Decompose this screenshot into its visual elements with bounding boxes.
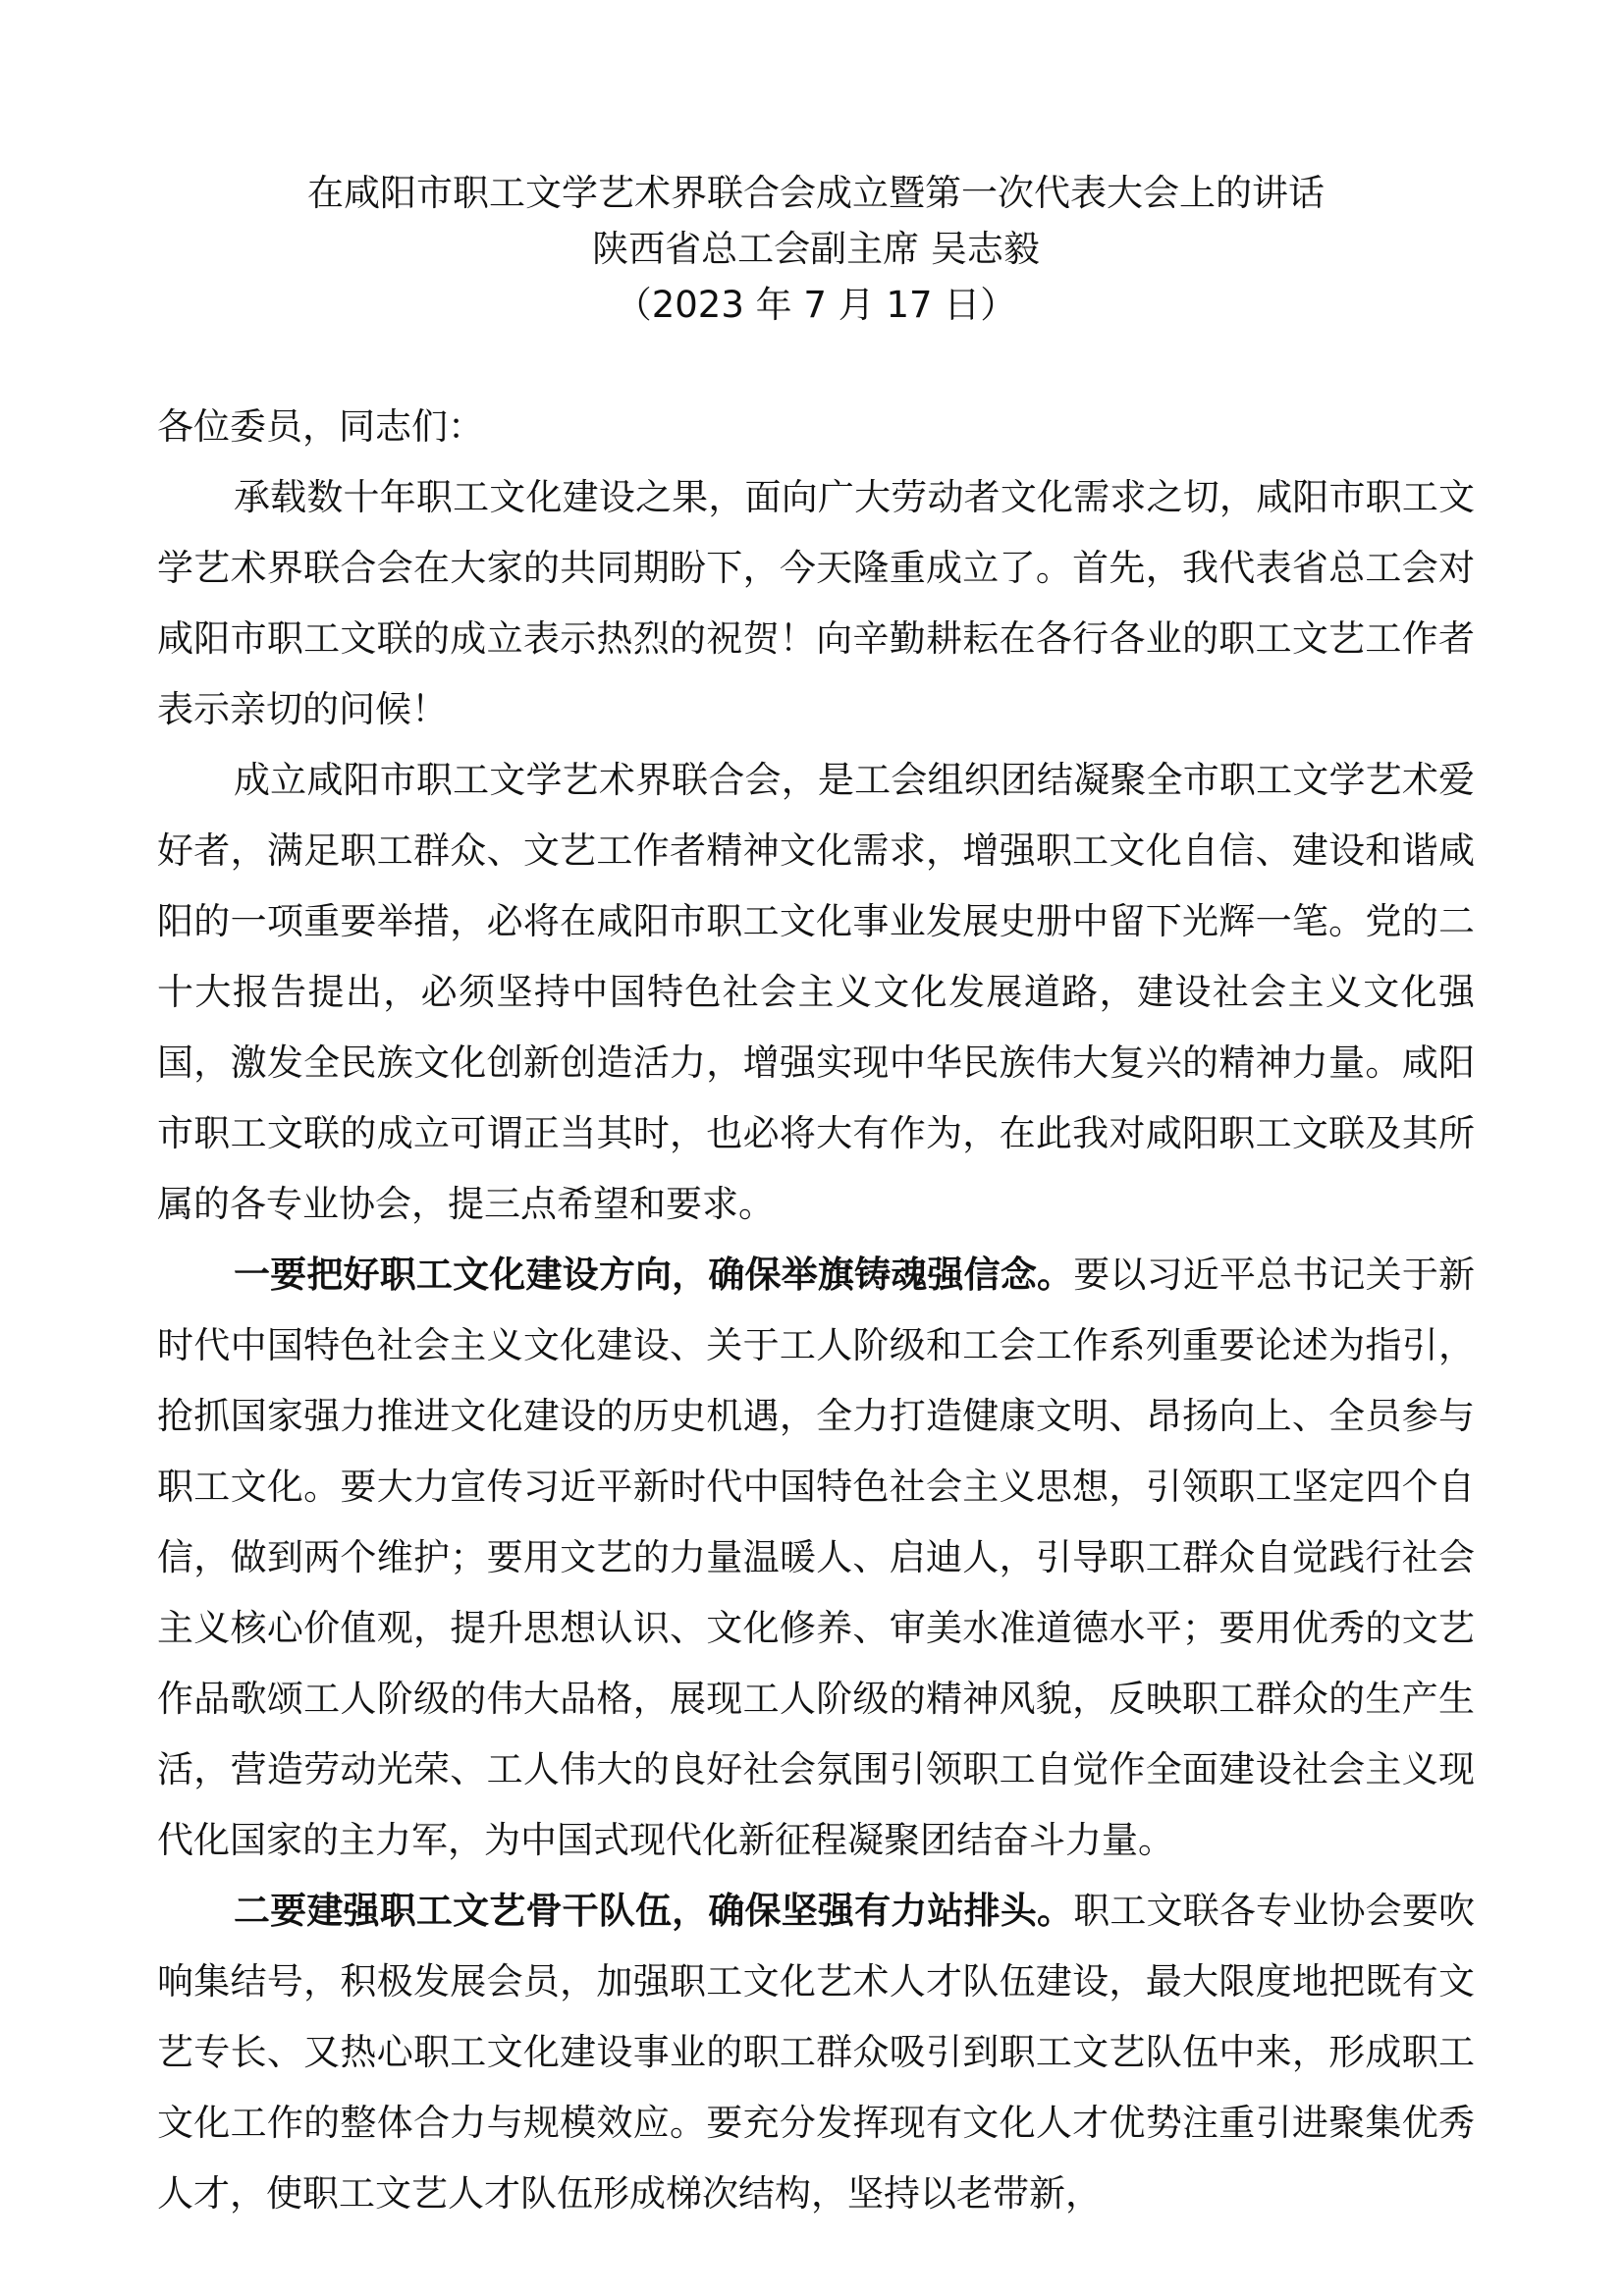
paragraph-text: 要以习近平总书记关于新时代中国特色社会主义文化建设、关于工人阶级和工会工作系列重要论述为指引，抢抓国家强力推进文化建设的历史机遇，全力打造健康文明、昂扬向上、全员参与职工文化。要大力宣传习近平新时代中国特色社会主义思想，引领职工坚定四个自信，做到两个维护；要用文艺的力量温暖人、启迪人，引导职工群众自觉践行社会主义核心价值观，提升思想认识、文化修养、审美水准道德水平；要用优秀的文艺作品歌颂工人阶级的伟大品格，展现工人阶级的精神风貌，反映职工群众的生产生活，营造劳动光荣、工人伟大的良好社会氛围引领职工自觉作全面建设社会主义现代化国家的主力军，为中国式现代化新征程凝聚团结奋斗力量。 — [157, 1254, 1476, 1861]
paragraph-text: 职工文联各专业协会要吹响集结号，积极发展会员，加强职工文化艺术人才队伍建设，最大限度地把既有文艺专长、又热心职工文化建设事业的职工群众吸引到职工文艺队伍中来，形成职工文化工作的整体合力与规模效应。要充分发挥现有文化人才优势注重引进聚集优秀人才，使职工文艺人才队伍形成梯次结构，坚持以老带新， — [157, 1890, 1476, 2215]
document-page — [157, 165, 1475, 2229]
paragraph-point-two — [157, 1876, 1475, 2229]
paragraph-opening — [157, 462, 1475, 745]
paragraph-text: 承载数十年职工文化建设之果，面向广大劳动者文化需求之切，咸阳市职工文学艺术界联合会在大家的共同期盼下，今天隆重成立了。首先，我代表省总工会对咸阳市职工文联的成立表示热烈的祝贺！向辛勤耕耘在各行各业的职工文艺工作者表示亲切的问候！ — [157, 476, 1475, 730]
speech-title: 在咸阳市职工文学艺术界联合会成立暨第一次代表大会上的讲话 — [307, 172, 1325, 214]
speaker-line: 陕西省总工会副主席 吴志毅 — [592, 228, 1040, 270]
paragraph-lead-heading: 二要建强职工文艺骨干队伍，确保坚强有力站排头。 — [234, 1890, 1074, 1932]
document-header — [157, 165, 1475, 333]
paragraph-point-one — [157, 1240, 1475, 1876]
paragraph-significance — [157, 745, 1475, 1240]
speech-date: （2023 年 7 月 17 日） — [615, 284, 1017, 326]
salutation: 各位委员，同志们： — [157, 405, 484, 448]
document-body — [157, 392, 1475, 2229]
paragraph-text: 成立咸阳市职工文学艺术界联合会，是工会组织团结凝聚全市职工文学艺术爱好者，满足职工群众、文艺工作者精神文化需求，增强职工文化自信、建设和谐咸阳的一项重要举措，必将在咸阳市职工文化事业发展史册中留下光辉一笔。党的二十大报告提出，必须坚持中国特色社会主义文化发展道路，建设社会主义文化强国，激发全民族文化创新创造活力，增强实现中华民族伟大复兴的精神力量。咸阳市职工文联的成立可谓正当其时，也必将大有作为，在此我对咸阳职工文联及其所属的各专业协会，提三点希望和要求。 — [157, 759, 1475, 1225]
paragraph-lead-heading: 一要把好职工文化建设方向，确保举旗铸魂强信念。 — [234, 1254, 1074, 1296]
